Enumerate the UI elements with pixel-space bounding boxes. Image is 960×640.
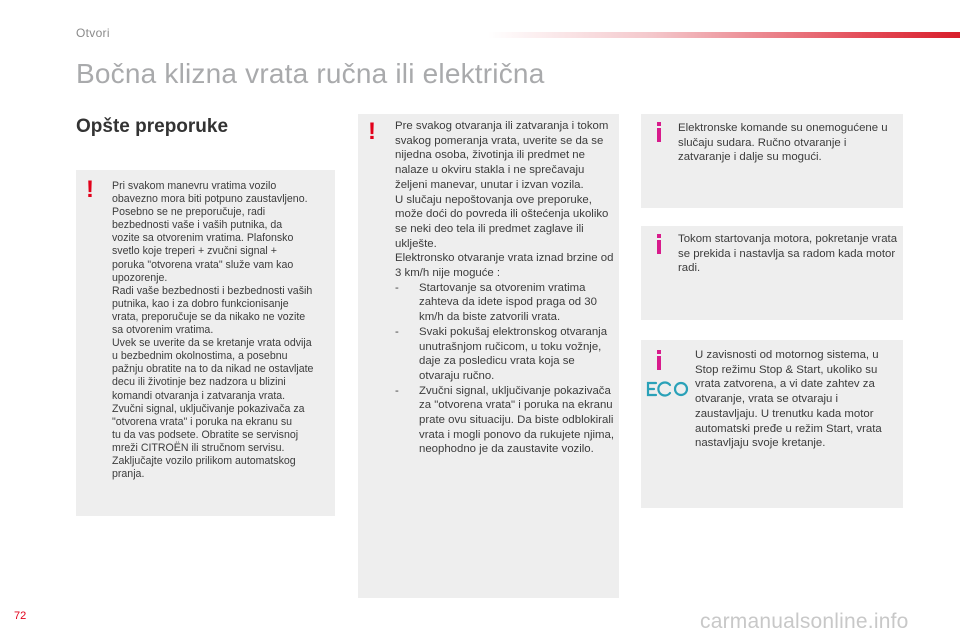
paragraph: U slučaju nepoštovanja ove preporuke, može doći do povreda ili oštećenja ukoliko se neki deo tela ili predmet zaglave ili uklješte. bbox=[395, 193, 609, 250]
list-item: - Startovanje sa otvorenim vratima zahteva da idete ispod praga od 30 km/h da biste zatvorili vrata. bbox=[395, 281, 597, 324]
info-text-stop-start: U zavisnosti od motornog sistema, u Stop režimu Stop & Start, ukoliko su vrata zatvorena, a vi date zahtev za otvaranje, vrata se otvaraju i zaustavljaju. U trenutku kada motor automatski pređe u režim Start, vrata nastavljaju svoje kretanje. bbox=[695, 349, 882, 450]
list-item: - Zvučni signal, uključivanje pokazivača za "otvorena vrata" i poruka na ekranu prate ovu situaciju. Da biste odblokirali vrata i mogli ponovo da rukujete njima, neophodno je da zaustavite vozilo. bbox=[395, 384, 615, 456]
page-title: Bočna klizna vrata ručna ili električna bbox=[76, 58, 545, 89]
warning-text-general: Pri svakom manevru vratima vozilo obavezno mora biti potpuno zaustavljeno. Posebno se ne preporučuje, radi bezbednosti vaše i vaših putnika, da vozite sa otvorenim vratima. Plafonsko svetlo koje treperi + zvučni signal + poruka "otvorena vrata" služe vam kao upozorenje. Radi vaše bezbednosti i bezbednosti vaših putnika, kao i za dobro funkcionisanje vrata, preporučuje se da nikako ne vozite sa otvorenim vratima. Uvek se uverite da se kretanje vrata odvija u bezbednim okolnostima, a posebnu pažnju obratite na to da nikad ne ostavljate decu ili životinje bez nadzora u blizini komandi otvaranja i zatvaranja vrata. Zvučni signal, uključivanje pokazivača za "otvorena vrata" i poruka na ekranu su tu da vas podsete. Obratite se servisnoj mreži CITROËN ili stručnom servisu. Zaključajte vozilo prilikom automatskog pranja. bbox=[112, 180, 314, 481]
section-subheading: Opšte preporuke bbox=[76, 116, 229, 137]
warning-text-operation bbox=[395, 119, 617, 457]
watermark: carmanualsonline.info bbox=[700, 610, 909, 633]
eco-stop-start-icon bbox=[645, 380, 689, 398]
header-accent-bar bbox=[488, 32, 960, 38]
info-panel-crash bbox=[641, 114, 903, 208]
info-panel-engine-start bbox=[641, 226, 903, 320]
exclamation-warning-icon: ! bbox=[368, 118, 376, 145]
info-panel-stop-start bbox=[641, 340, 903, 508]
list-item: - Svaki pokušaj elektronskog otvaranja unutrašnjom ručicom, u toku vožnje, daje za posledicu vrata koja se otvaraju ručno. bbox=[395, 325, 608, 382]
exclamation-warning-icon: ! bbox=[86, 176, 94, 203]
info-text-engine-start: Tokom startovanja motora, pokretanje vrata se prekida i nastavlja sa radom kada motor radi. bbox=[678, 233, 898, 275]
info-text-crash: Elektronske komande su onemogućene u slučaju sudara. Ručno otvaranje i zatvaranje i dalje su mogući. bbox=[678, 122, 888, 164]
page-number: 72 bbox=[14, 610, 27, 622]
warning-panel-operation bbox=[358, 114, 619, 598]
paragraph: Pre svakog otvaranja ili zatvaranja i tokom svakog pomeranja vrata, uverite se da se nijedna osoba, životinja ili predmet ne nalaze u okviru stakla i ne sprečavaju željeni manevar, unutar i izvan vozila. bbox=[395, 120, 609, 191]
warning-panel-general bbox=[76, 170, 335, 516]
section-label: Otvori bbox=[76, 26, 110, 40]
paragraph: Elektronsko otvaranje vrata iznad brzine od 3 km/h nije moguće : bbox=[395, 252, 614, 280]
